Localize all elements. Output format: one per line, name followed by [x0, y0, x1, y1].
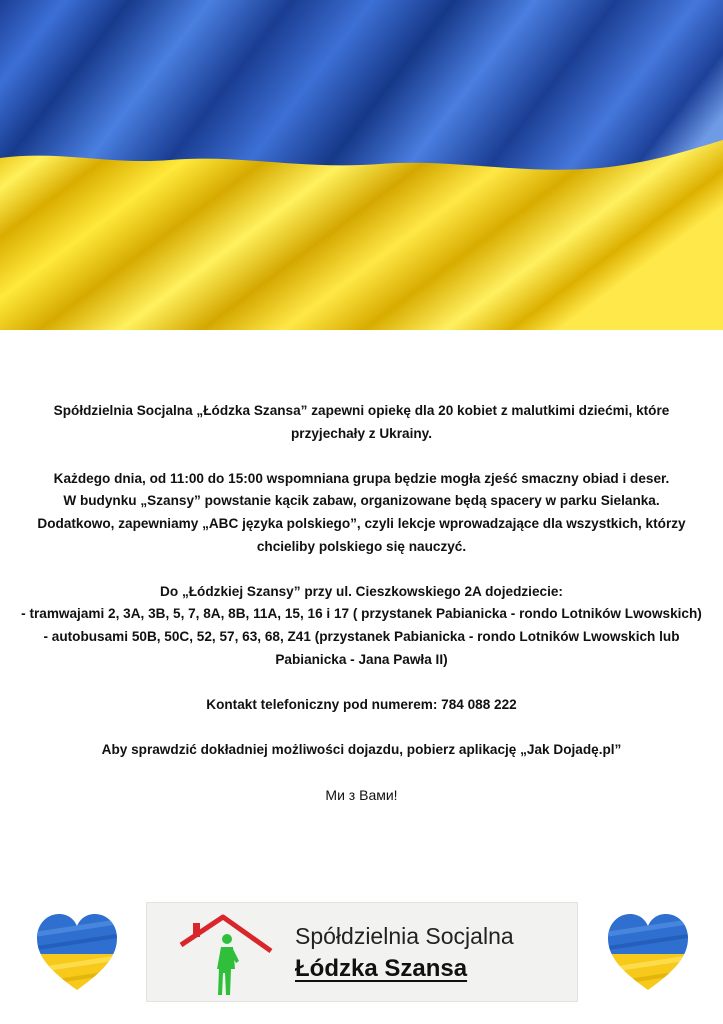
paragraph-app-tip: Aby sprawdzić dokładniej możliwości dojazdu, pobierz aplikację „Jak Dojadę.pl”	[101, 741, 622, 757]
paragraph-polish-lessons: Dodatkowo, zapewniamy „ABC języka polskiego”, czyli lekcje wprowadzające dla wszystkich, którzy chcieliby polskiego się nauczyć.	[37, 515, 686, 554]
logo-name-line1: Spółdzielnia Socjalna	[295, 923, 514, 949]
paragraph-trams: - tramwajami 2, 3A, 3B, 5, 7, 8A, 8B, 11A, 15, 16 i 17 ( przystanek Pabianicka - rondo Lotników Lwowskich)	[21, 606, 702, 622]
paragraph-contact-phone: Kontakt telefoniczny pod numerem: 784 088 222	[206, 696, 517, 712]
house-figure-logo-icon	[177, 911, 277, 999]
paragraph-intro: Spółdzielnia Socjalna „Łódzka Szansa” zapewni opiekę dla 20 kobiet z malutkimi dziećmi, które przyjechały z Ukrainy.	[53, 403, 670, 441]
announcement-text	[0, 400, 723, 807]
logo-name-line2: Łódzka Szansa	[295, 955, 468, 982]
cooperative-logo	[146, 902, 578, 1002]
ukraine-heart-icon	[37, 914, 117, 992]
paragraph-directions: Do „Łódzkiej Szansy” przy ul. Cieszkowskiego 2A dojedziecie:	[160, 583, 563, 599]
paragraph-buses: - autobusami 50B, 50C, 52, 57, 63, 68, Z41 (przystanek Pabianicka - rondo Lotników Lwowskich lub Pabianicka - Jana Pawła II)	[43, 628, 680, 667]
ukraine-heart-icon	[608, 914, 688, 992]
greeting-ukrainian: Ми з Вами!	[325, 787, 398, 804]
ukrainian-flag-image	[0, 0, 723, 330]
footer	[0, 900, 723, 1010]
paragraph-daily-meals: Każdego dnia, od 11:00 do 15:00 wspomniana grupa będzie mogła zjeść smaczny obiad i deser.	[53, 470, 670, 486]
paragraph-play-corner: W budynku „Szansy” powstanie kącik zabaw, organizowane będą spacery w parku Sielanka.	[63, 493, 660, 509]
